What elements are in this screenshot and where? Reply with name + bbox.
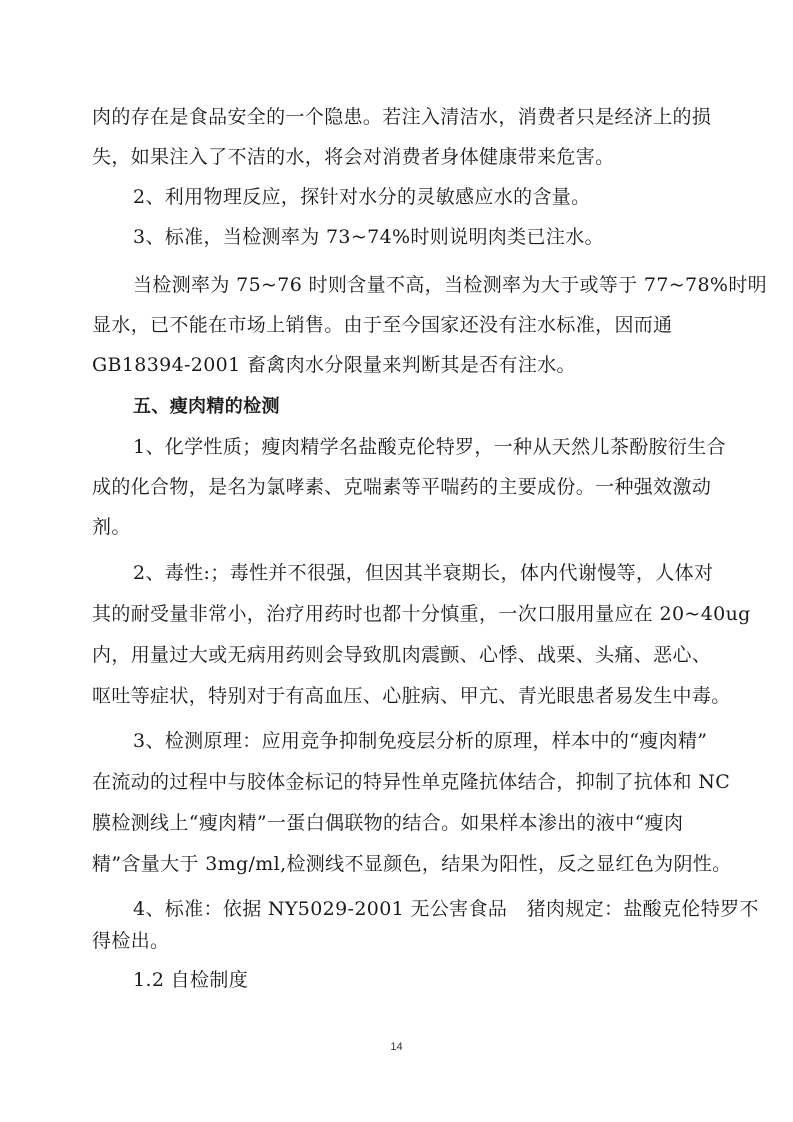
body-text-line: 精”含量大于 3mg/ml,检测线不显颜色，结果为阳性，反之显红色为阴性。	[92, 853, 732, 875]
body-text-line: 失，如果注入了不洁的水，将会对消费者身体健康带来危害。	[92, 146, 615, 168]
body-text-line: 得检出。	[92, 930, 170, 952]
list-item-4: 4、标准：依据 NY5029-2001 无公害食品 猪肉规定：盐酸克伦特罗不	[133, 898, 759, 920]
body-text-line: 显水，已不能在市场上销售。由于至今国家还没有注水标准，因而通	[92, 314, 673, 336]
body-text-line: 其的耐受量非常小，治疗用药时也都十分慎重，一次口服用量应在 20~40ug	[92, 603, 751, 625]
body-text-line: 剂。	[92, 516, 131, 538]
list-item-1: 1、化学性质；瘦肉精学名盐酸克伦特罗，一种从天然儿茶酚胺衍生合	[133, 436, 726, 458]
page-number: 14	[390, 1041, 403, 1053]
body-text-line: GB18394-2001 畜禽肉水分限量来判断其是否有注水。	[92, 354, 576, 376]
list-item-2: 2、毒性:；毒性并不很强，但因其半衰期长，体内代谢慢等，人体对	[133, 562, 714, 584]
list-item-3: 3、标准，当检测率为 73~74%时则说明肉类已注水。	[133, 226, 604, 248]
body-text-line: 肉的存在是食品安全的一个隐患。若注入清洁水，消费者只是经济上的损	[92, 106, 712, 128]
subsection-heading: 1.2 自检制度	[133, 969, 249, 991]
body-text-line: 当检测率为 75~76 时则含量不高，当检测率为大于或等于 77~78%时明	[133, 274, 768, 296]
section-heading: 五、瘦肉精的检测	[133, 396, 280, 417]
body-text-line: 成的化合物，是名为氯哮素、克喘素等平喘药的主要成份。一种强效激动	[92, 476, 712, 498]
list-item-3: 3、检测原理：应用竞争抑制免疫层分析的原理，样本中的“瘦肉精”	[133, 730, 708, 752]
body-text-line: 膜检测线上“瘦肉精”一蛋白偶联物的结合。如果样本渗出的液中“瘦肉	[92, 812, 684, 834]
body-text-line: 内，用量过大或无病用药则会导致肌肉震颤、心悸、战栗、头痛、恶心、	[92, 644, 712, 666]
list-item-2: 2、利用物理反应，探针对水分的灵敏感应水的含量。	[133, 186, 591, 208]
body-text-line: 呕吐等症状，特别对于有高血压、心脏病、甲亢、青光眼患者易发生中毒。	[92, 685, 731, 707]
body-text-line: 在流动的过程中与胶体金标记的特异性单克隆抗体结合，抑制了抗体和 NC	[92, 771, 731, 793]
